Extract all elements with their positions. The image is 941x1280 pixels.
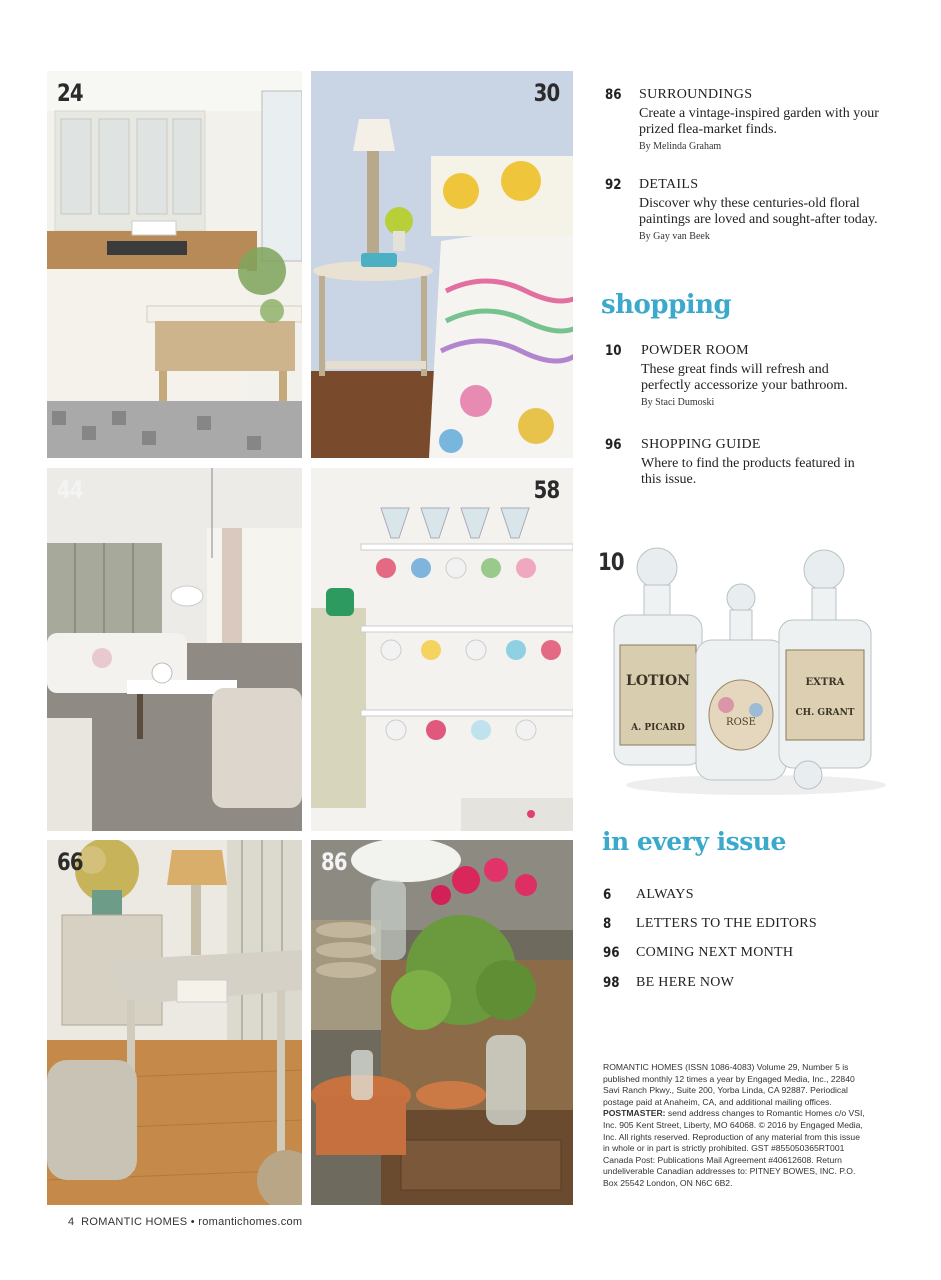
page-number-label: 44 <box>57 476 83 504</box>
toc-description <box>641 362 876 411</box>
toc-entry[interactable] <box>605 87 905 157</box>
toc-description-text: Where to find the products featured in this issue. <box>641 456 855 487</box>
bedroom-illustration <box>311 71 573 458</box>
toc-description-text: These great finds will refresh and perfectly accessorize your bathroom. <box>641 362 848 393</box>
toc-entry[interactable] <box>605 343 905 413</box>
toc-entry[interactable] <box>605 437 905 492</box>
toc-byline: By Staci Dumoski <box>641 397 715 408</box>
living-room-photo[interactable] <box>47 468 302 831</box>
toc-page-number: 10 <box>605 343 622 359</box>
apothecary-bottles-illustration <box>596 540 886 805</box>
issue-label: LETTERS TO THE EDITORS <box>636 916 817 931</box>
bottle-label-lotion: LOTION <box>626 673 690 689</box>
issue-label: COMING NEXT MONTH <box>636 945 794 960</box>
toc-heading: POWDER ROOM <box>641 343 749 358</box>
issue-label: ALWAYS <box>636 887 694 902</box>
garden-photo[interactable] <box>311 840 573 1205</box>
bottle-label-rose: ROSE <box>726 717 756 728</box>
toc-heading: SHOPPING GUIDE <box>641 437 761 452</box>
issue-page-number: 6 <box>603 887 612 903</box>
toc-description <box>639 196 884 245</box>
publication-legal-notice <box>603 1062 865 1190</box>
issue-page-number: 96 <box>603 945 620 961</box>
toc-description-text: Discover why these centuries-old floral paintings are loved and sought-after today. <box>639 196 878 227</box>
toc-page-number: 96 <box>605 437 622 453</box>
bedroom-photo[interactable] <box>311 71 573 458</box>
page-number-label: 86 <box>321 848 347 876</box>
home-office-photo[interactable] <box>47 840 302 1205</box>
bottle-label-extra: EXTRA <box>805 677 845 688</box>
toc-heading: SURROUNDINGS <box>639 87 753 102</box>
garden-illustration <box>311 840 573 1205</box>
page-number-label: 66 <box>57 848 83 876</box>
toc-description <box>639 106 884 155</box>
issue-page-number: 98 <box>603 975 620 991</box>
section-heading-shopping: shopping <box>601 290 732 320</box>
toc-byline: By Melinda Graham <box>639 141 722 152</box>
teacup-shelves-illustration <box>311 468 573 831</box>
page-number-label: 58 <box>533 476 559 504</box>
bottle-label-grant: CH. GRANT <box>795 708 855 718</box>
toc-description-text: Create a vintage-inspired garden with your prized flea-market finds. <box>639 106 879 137</box>
kitchen-photo[interactable] <box>47 71 302 458</box>
issue-label: BE HERE NOW <box>636 975 735 990</box>
issue-page-number: 8 <box>603 916 612 932</box>
toc-page-number: 86 <box>605 87 622 103</box>
home-office-illustration <box>47 840 302 1205</box>
teacup-shelves-photo[interactable] <box>311 468 573 831</box>
toc-description <box>641 456 876 488</box>
footer-publication-link[interactable]: ROMANTIC HOMES • romantichomes.com <box>81 1216 303 1228</box>
toc-page-number: 92 <box>605 177 622 193</box>
page-footer <box>68 1216 302 1228</box>
kitchen-illustration <box>47 71 302 458</box>
page-number-label: 30 <box>533 79 559 107</box>
section-heading-every-issue: in every issue <box>602 827 786 856</box>
toc-byline: By Gay van Beek <box>639 231 710 242</box>
living-room-illustration <box>47 468 302 831</box>
bottle-label-picard: A. PICARD <box>631 723 685 733</box>
legal-text-part1: ROMANTIC HOMES (ISSN 1086-4083) Volume 29, Number 5 is published monthly 12 times a year by Engaged Media, Inc., 22840 Savi Ranch Pkwy., Suite 200, Yorba Linda, CA 92887. Periodical postage paid at Anaheim, CA, and additional mailing offices. <box>603 1062 855 1107</box>
legal-postmaster-label: POSTMASTER: <box>603 1108 666 1119</box>
page-number-label: 24 <box>57 79 83 107</box>
apothecary-bottles-photo[interactable] <box>596 540 886 805</box>
toc-heading: DETAILS <box>639 177 699 192</box>
toc-entry[interactable] <box>605 177 905 262</box>
footer-page-number: 4 <box>68 1216 75 1228</box>
page-number-label: 10 <box>598 548 624 576</box>
legal-text-part2: send address changes to Romantic Homes c/o VSI, Inc. 905 Kent Street, Liberty, MO 64068. © 2016 by Engaged Media, Inc. All rights reserved. Reproduction of any material from this issue in whole or in part is strictly prohibited. GST #855050365RT001 Canada Post: Publications Mail Agreement #40612608. Return undeliverable Canadian addresses to: PITNEY BOWES, INC. P.O. Box 25542 London, ON N6C 6B2. <box>603 1108 865 1188</box>
